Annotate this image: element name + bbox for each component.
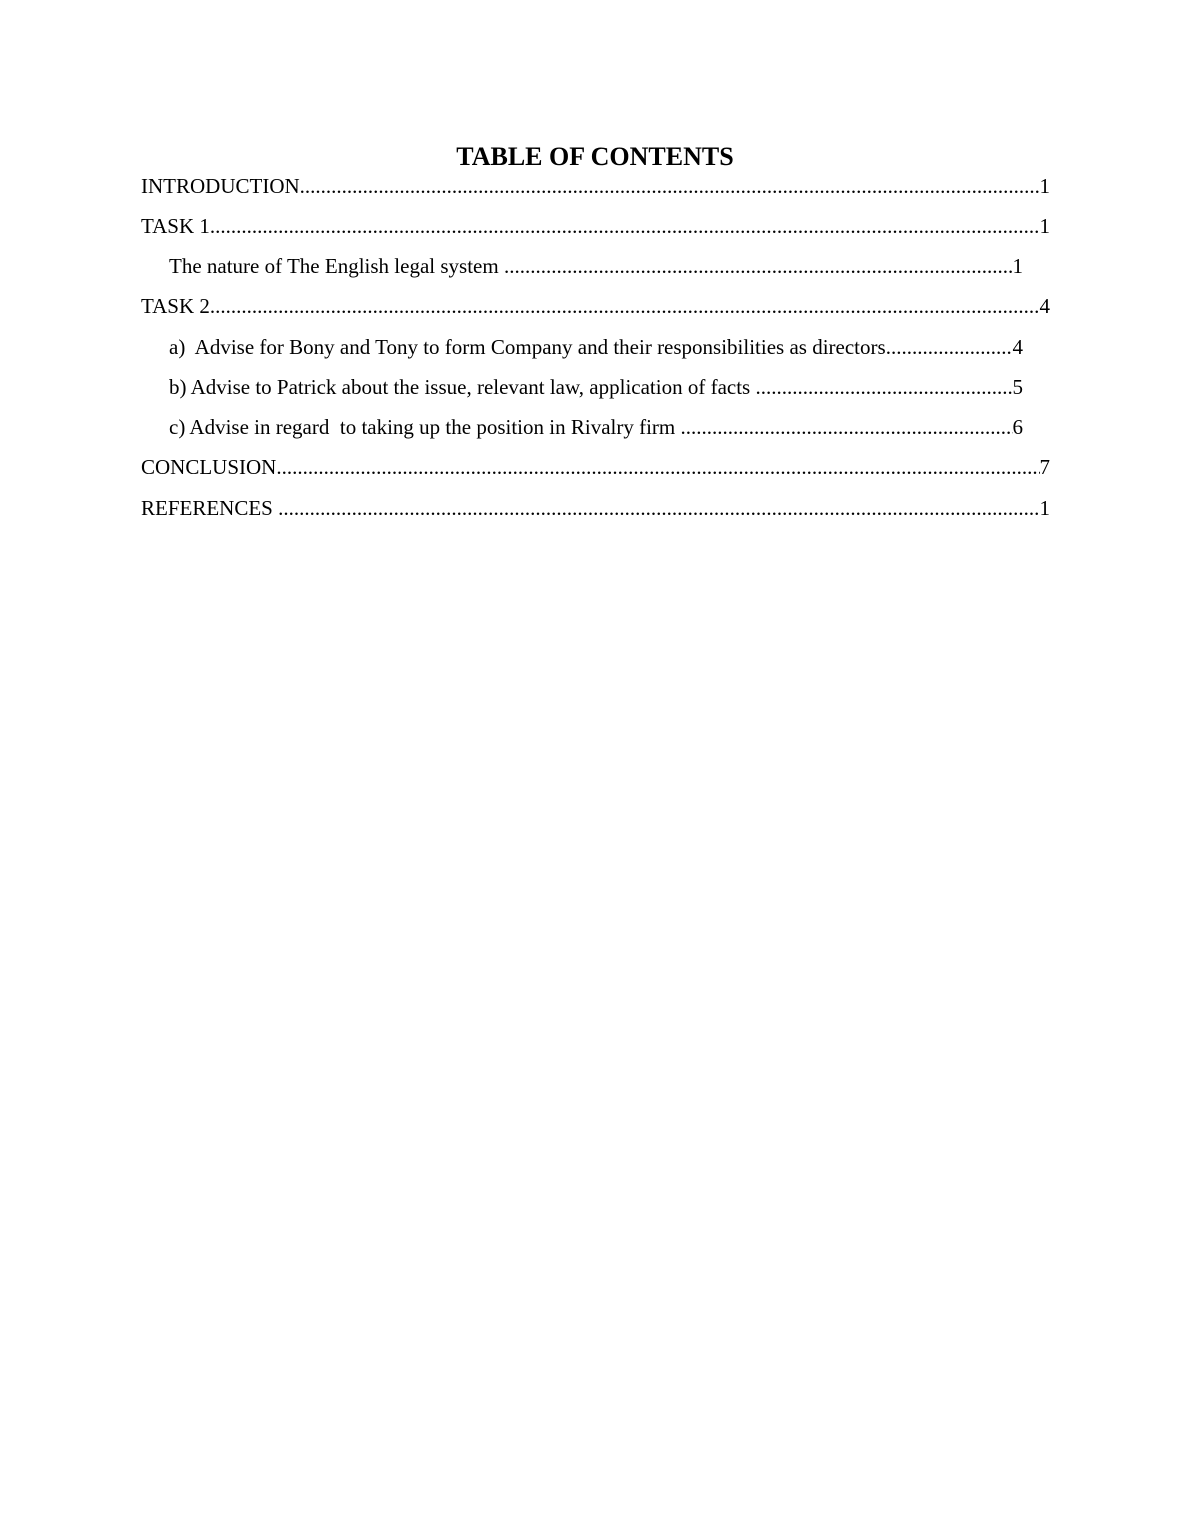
- toc-dot-leader: [278, 495, 1039, 521]
- toc-entry-label: TASK 1: [141, 214, 210, 238]
- toc-entry-label: REFERENCES: [141, 496, 279, 520]
- toc-entry-label: INTRODUCTION: [141, 174, 300, 198]
- toc-page-number: 4: [1012, 335, 1023, 359]
- toc-entry-advise-patrick[interactable]: [169, 374, 1023, 400]
- toc-entry-task-2[interactable]: [141, 293, 1050, 319]
- toc-page-number: 7: [1039, 455, 1050, 479]
- toc-entry-references[interactable]: [141, 495, 1050, 521]
- toc-title: TABLE OF CONTENTS: [456, 142, 734, 171]
- toc-page-number: 1: [1039, 496, 1050, 520]
- toc-entry-label: TASK 2: [141, 294, 210, 318]
- toc-entry-label: a) Advise for Bony and Tony to form Company and their responsibilities as directors: [169, 335, 886, 359]
- toc-dot-leader: [504, 253, 1013, 279]
- toc-page-number: 1: [1039, 214, 1050, 238]
- toc-page-number: 6: [1012, 415, 1023, 439]
- toc-page-number: 5: [1012, 375, 1023, 399]
- toc-page-number: 1: [1012, 254, 1023, 278]
- toc-entry-task-1[interactable]: [141, 213, 1050, 239]
- toc-dot-leader: [681, 414, 1013, 440]
- toc-dot-leader: [210, 293, 1040, 319]
- toc-dot-leader: [886, 334, 1013, 360]
- toc-entry-label: c) Advise in regard to taking up the position in Rivalry firm: [169, 415, 681, 439]
- table-of-contents: [0, 0, 1190, 600]
- toc-dot-leader: [210, 213, 1040, 239]
- toc-entry-label: b) Advise to Patrick about the issue, relevant law, application of facts: [169, 375, 756, 399]
- toc-entry-advise-bony-tony[interactable]: [169, 334, 1023, 360]
- toc-dot-leader: [300, 173, 1040, 199]
- toc-dot-leader: [755, 374, 1012, 400]
- toc-page-number: 4: [1039, 294, 1050, 318]
- toc-dot-leader: [276, 454, 1039, 480]
- toc-entry-english-legal-system[interactable]: [169, 253, 1023, 279]
- toc-entry-label: CONCLUSION: [141, 455, 277, 479]
- toc-entry-advise-rivalry-firm[interactable]: [169, 414, 1023, 440]
- toc-entry-conclusion[interactable]: [141, 454, 1050, 480]
- toc-page-number: 1: [1039, 174, 1050, 198]
- toc-entry-introduction[interactable]: [141, 173, 1050, 199]
- toc-entry-label: The nature of The English legal system: [169, 254, 504, 278]
